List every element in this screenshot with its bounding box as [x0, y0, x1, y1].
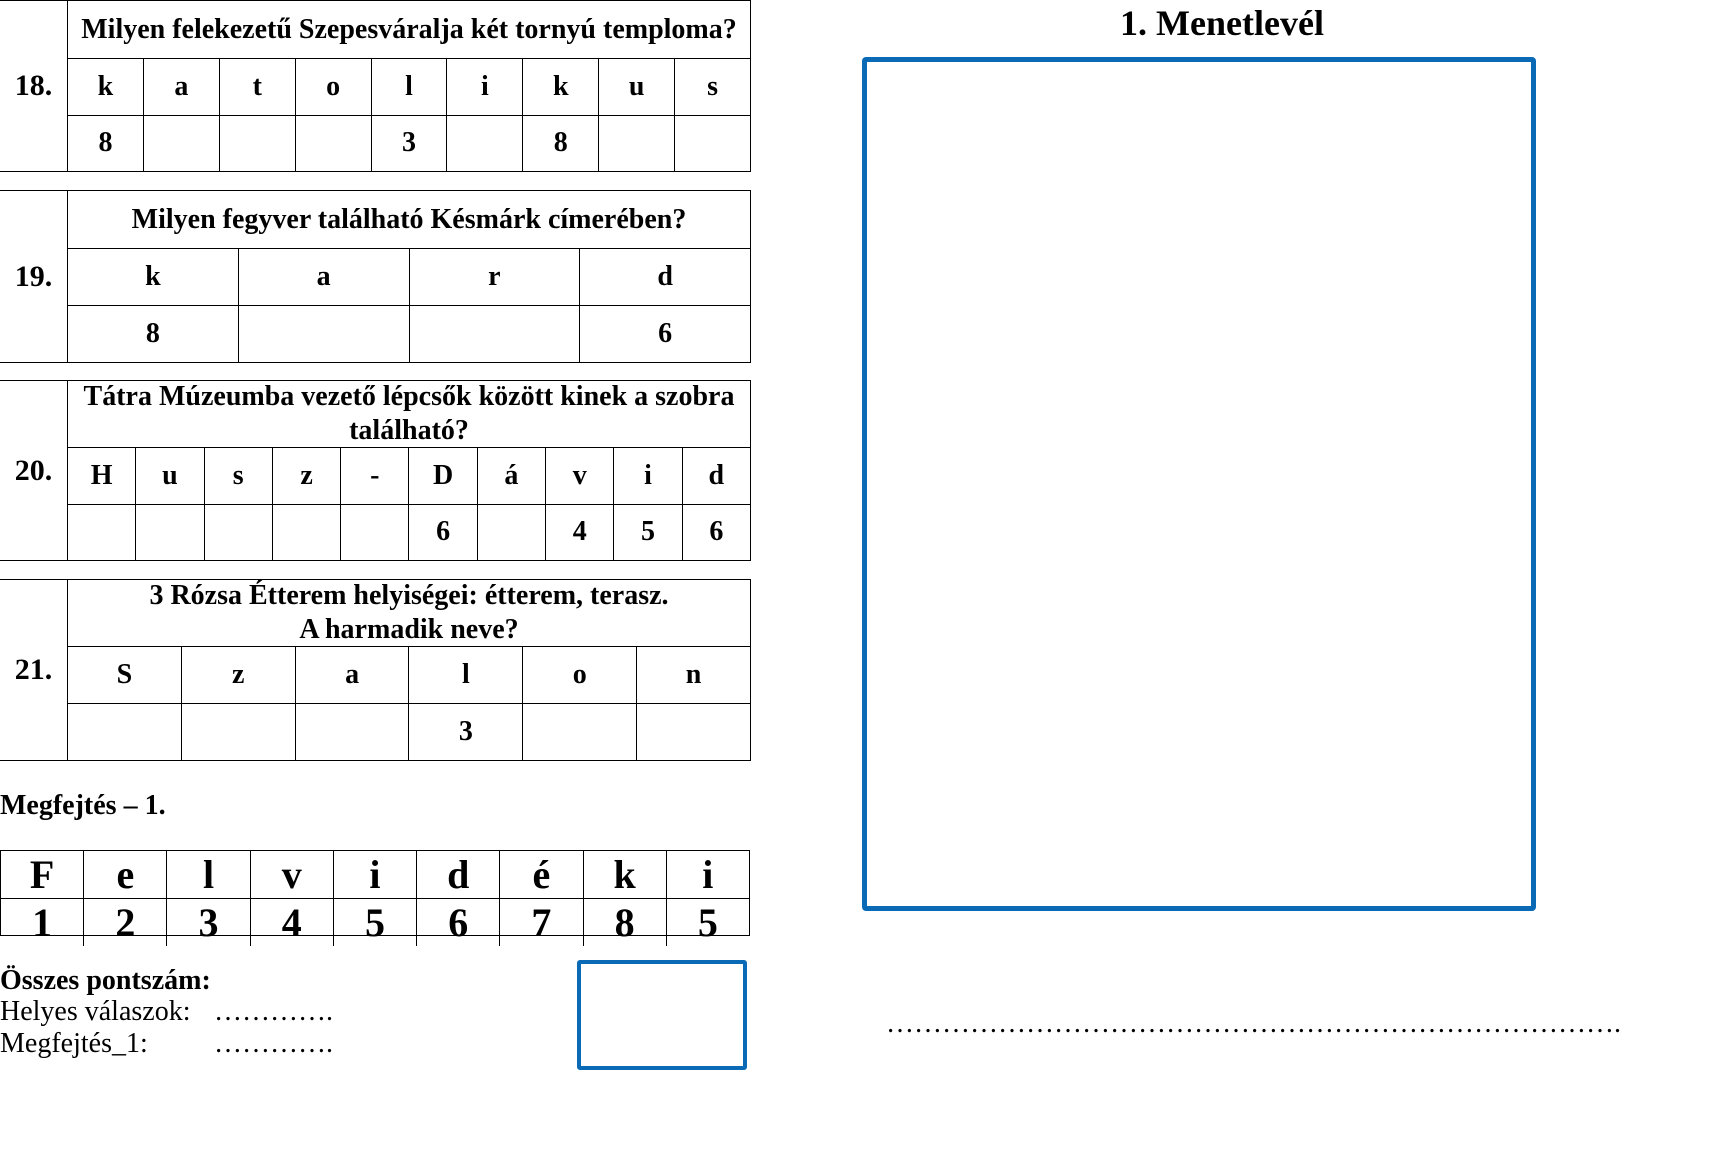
letter-cell: s — [204, 448, 272, 504]
digit-cell: 6 — [579, 306, 750, 362]
question-text — [68, 381, 750, 448]
letter-cell: i — [446, 59, 522, 115]
digit-cell — [409, 306, 580, 362]
score-line-solution — [0, 1028, 333, 1060]
digit-cell: 3 — [371, 116, 447, 172]
digit-cell — [68, 704, 181, 760]
digit-cell — [295, 704, 409, 760]
question-text — [68, 580, 750, 647]
question-line: Tátra Múzeumba vezető lépcsők között kinek a szobra — [83, 381, 735, 412]
answer-grid — [67, 380, 751, 561]
letter-cell: l — [371, 59, 447, 115]
digit-cell — [272, 505, 340, 561]
letter-cell: d — [682, 448, 750, 504]
solution-letter-cell: d — [416, 851, 499, 898]
question-line: 3 Rózsa Étterem helyiségei: étterem, terasz. — [149, 580, 669, 611]
letter-cell: z — [181, 647, 295, 703]
digit-cell — [446, 116, 522, 172]
letter-cell: i — [613, 448, 681, 504]
digit-cell — [143, 116, 219, 172]
letter-row — [68, 448, 750, 504]
solution-digit-cell: 4 — [250, 899, 333, 946]
question-20-block — [0, 380, 751, 561]
solution-digit-row — [1, 898, 749, 946]
solution-letter-cell: v — [250, 851, 333, 898]
letter-cell: o — [522, 647, 636, 703]
letter-cell: u — [598, 59, 674, 115]
letter-cell: o — [295, 59, 371, 115]
question-line: A harmadik neve? — [299, 614, 519, 645]
question-19-block — [0, 190, 751, 363]
letter-cell: l — [408, 647, 522, 703]
digit-cell — [477, 505, 545, 561]
question-21-block — [0, 579, 751, 761]
digit-cell: 8 — [522, 116, 598, 172]
solution-letter-cell: F — [29, 852, 55, 897]
score-label: Helyes válaszok: — [0, 996, 191, 1027]
digit-cell: 8 — [145, 318, 160, 349]
solution-letter-cell: é — [499, 851, 582, 898]
letter-cell: - — [340, 448, 408, 504]
solution-digit-cell: 7 — [499, 899, 582, 946]
digit-cell: 5 — [613, 505, 681, 561]
solution-letter-cell: k — [583, 851, 666, 898]
digit-cell — [181, 704, 295, 760]
solution-digit-cell: 3 — [166, 899, 249, 946]
question-line: található? — [349, 415, 469, 446]
question-number: 19. — [0, 190, 67, 363]
digit-cell: 8 — [98, 127, 113, 159]
letter-cell: u — [135, 448, 203, 504]
solution-letter-cell: i — [333, 851, 416, 898]
digit-cell — [674, 116, 750, 172]
question-number: 21. — [0, 579, 67, 761]
score-box[interactable] — [577, 960, 747, 1070]
solution-label: Megfejtés – 1. — [0, 790, 166, 821]
digit-row — [68, 115, 750, 172]
score-dots: …………. — [214, 996, 333, 1027]
digit-cell — [295, 116, 371, 172]
digit-cell: 6 — [682, 505, 750, 561]
letter-cell: r — [409, 249, 580, 305]
letter-cell: t — [219, 59, 295, 115]
question-number: 20. — [0, 380, 67, 561]
digit-cell: 6 — [408, 505, 476, 561]
letter-cell: k — [97, 70, 114, 102]
solution-digit-cell: 2 — [83, 899, 166, 946]
digit-row — [68, 703, 750, 760]
letter-cell: D — [408, 448, 476, 504]
question-number: 18. — [0, 0, 67, 172]
letter-cell: á — [477, 448, 545, 504]
solution-letter-row — [1, 851, 749, 898]
letter-row — [68, 249, 750, 305]
signature-line: ……………………………………………………………………. — [886, 1008, 1621, 1039]
letter-row — [68, 59, 750, 115]
score-label: Megfejtés_1: — [0, 1028, 148, 1059]
letter-cell: v — [545, 448, 613, 504]
solution-letter-cell: i — [666, 851, 749, 898]
solution-letter-cell: e — [83, 851, 166, 898]
digit-row — [68, 305, 750, 362]
digit-cell — [204, 505, 272, 561]
letter-cell: d — [579, 249, 750, 305]
digit-cell — [522, 704, 636, 760]
digit-cell — [340, 505, 408, 561]
question-text: Milyen felekezetű Szepesváralja két tornyú temploma? — [68, 1, 750, 59]
digit-row — [68, 504, 750, 561]
score-line-correct-answers — [0, 996, 333, 1028]
solution-digit-cell: 5 — [666, 899, 749, 946]
answer-grid — [67, 190, 751, 363]
letter-cell: k — [145, 261, 161, 292]
question-18-block — [0, 0, 751, 172]
solution-digit-cell: 6 — [416, 899, 499, 946]
letter-cell: n — [636, 647, 750, 703]
letter-cell: H — [90, 459, 113, 491]
letter-cell: k — [522, 59, 598, 115]
score-dots: …………. — [214, 1028, 333, 1059]
digit-cell — [68, 505, 135, 561]
question-text: Milyen fegyver található Késmárk címerében? — [68, 191, 750, 249]
letter-cell: s — [674, 59, 750, 115]
solution-digit-cell: 8 — [583, 899, 666, 946]
letter-cell: a — [238, 249, 409, 305]
letter-row — [68, 647, 750, 703]
digit-cell: 3 — [408, 704, 522, 760]
digit-cell: 4 — [545, 505, 613, 561]
solution-digit-cell: 1 — [32, 900, 53, 945]
answer-grid — [67, 0, 751, 172]
digit-cell — [135, 505, 203, 561]
digit-cell — [219, 116, 295, 172]
solution-digit-cell: 5 — [333, 899, 416, 946]
answer-grid — [67, 579, 751, 761]
stamp-box[interactable] — [862, 57, 1536, 911]
letter-cell: a — [295, 647, 409, 703]
letter-cell: S — [116, 659, 133, 690]
solution-grid — [0, 850, 750, 945]
digit-cell — [598, 116, 674, 172]
solution-letter-cell: l — [166, 851, 249, 898]
letter-cell: z — [272, 448, 340, 504]
digit-cell — [238, 306, 409, 362]
letter-cell: a — [143, 59, 219, 115]
digit-cell — [636, 704, 750, 760]
page-title: 1. Menetlevél — [1120, 3, 1324, 43]
score-title: Összes pontszám: — [0, 965, 211, 996]
